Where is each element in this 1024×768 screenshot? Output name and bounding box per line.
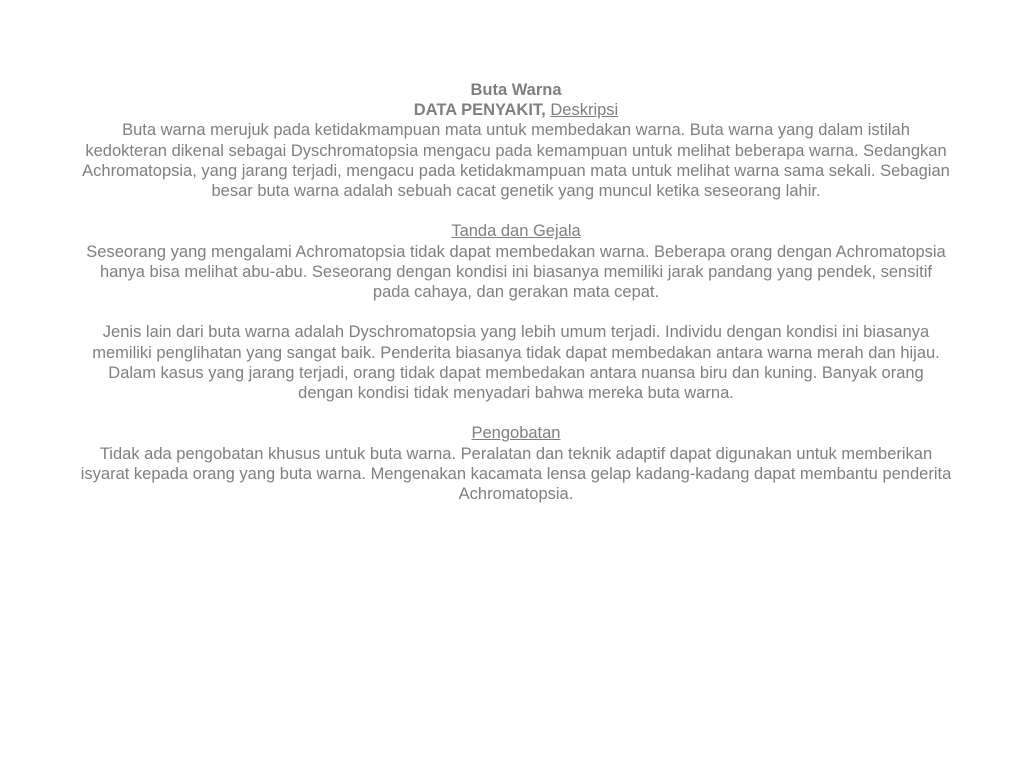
spacer	[80, 403, 952, 423]
slide-content	[80, 80, 952, 504]
spacer	[80, 302, 952, 322]
treatment-heading[interactable]: Pengobatan	[471, 424, 561, 443]
treatment-paragraph: Tidak ada pengobatan khusus untuk buta warna. Peralatan dan teknik adaptif dapat digunakan untuk memberikan isyarat kepada orang yang buta warna. Mengenakan kacamata lensa gelap kadang-kadang dapat membantu penderita Achromatopsia.	[80, 444, 952, 504]
symptoms-heading[interactable]: Tanda dan Gejala	[451, 222, 581, 241]
section-subtitle	[80, 100, 952, 120]
page-title: Buta Warna	[470, 81, 562, 99]
symptoms-paragraph-2: Jenis lain dari buta warna adalah Dyschromatopsia yang lebih umum terjadi. Individu dengan kondisi ini biasanya memiliki penglihatan yang sangat baik. Penderita biasanya tidak dapat membedakan antara warna merah dan hijau. Dalam kasus yang jarang terjadi, orang tidak dapat membedakan antara nuansa biru dan kuning. Banyak orang dengan kondisi tidak menyadari bahwa mereka buta warna.	[92, 323, 940, 403]
symptoms-paragraph-1: Seseorang yang mengalami Achromatopsia tidak dapat membedakan warna. Beberapa orang dengan Achromatopsia hanya bisa melihat abu-abu. Seseorang dengan kondisi ini biasanya memiliki jarak pandang yang pendek, sensitif pada cahaya, dan gerakan mata cepat.	[86, 242, 946, 302]
description-heading-link[interactable]: Deskripsi	[550, 101, 619, 120]
subtitle-lead: DATA PENYAKIT,	[413, 101, 546, 120]
spacer	[80, 201, 952, 221]
description-paragraph: Buta warna merujuk pada ketidakmampuan mata untuk membedakan warna. Buta warna yang dalam istilah kedokteran dikenal sebagai Dyschromatopsia mengacu pada kemampuan untuk melihat beberapa warna. Sedangkan Achromatopsia, yang jarang terjadi, mengacu pada ketidakmampuan mata untuk melihat warna sama sekali. Sebagian besar buta warna adalah sebuah cacat genetik yang muncul ketika seseorang lahir.	[82, 121, 950, 201]
